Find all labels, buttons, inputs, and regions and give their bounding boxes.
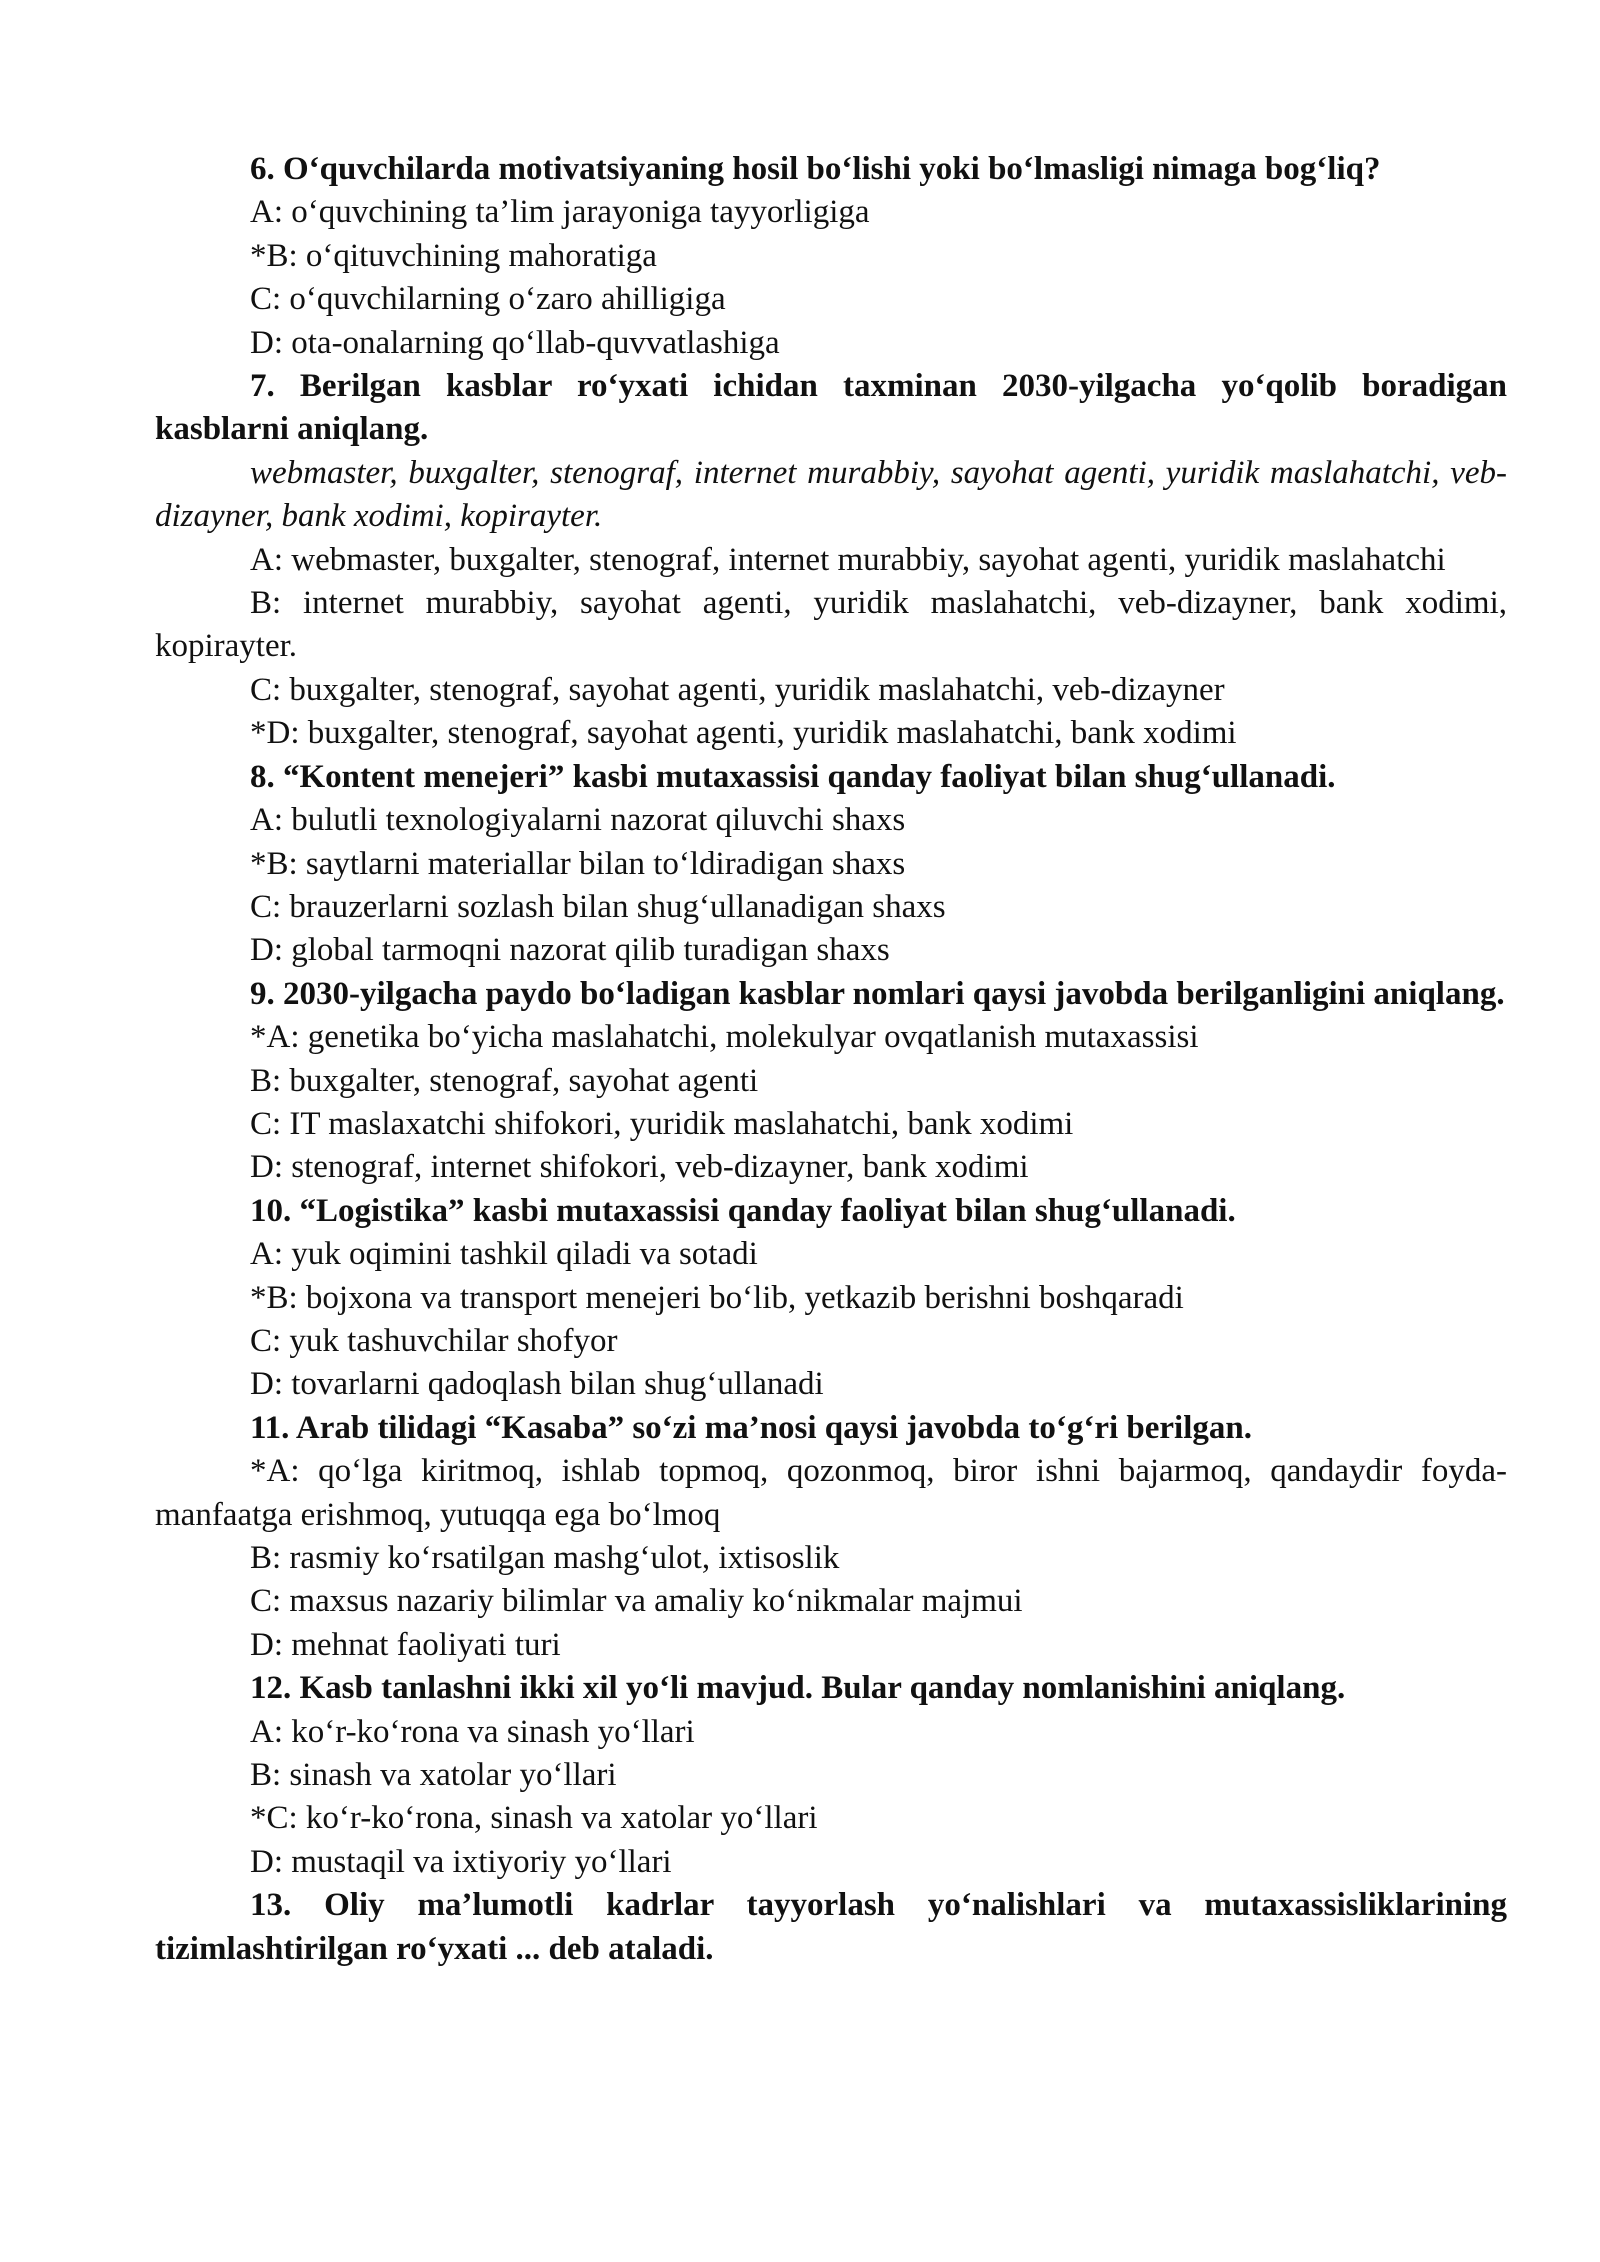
question-8-option-b: *B: saytlarni materiallar bilan to‘ldiradigan shaxs (250, 845, 906, 882)
question-7-profession-list: webmaster, buxgalter, stenograf, internet murabbiy, sayohat agenti, yuridik maslahatchi, veb-dizayner, bank xodimi, kopirayter. (155, 454, 1507, 535)
question-10-option-b: *B: bojxona va transport menejeri bo‘lib, yetkazib berishni boshqaradi (250, 1279, 1184, 1316)
question-8-option-c: C: brauzerlarni sozlash bilan shug‘ullanadigan shaxs (250, 888, 946, 925)
question-7-option-a: A: webmaster, buxgalter, stenograf, internet murabbiy, sayohat agenti, yuridik maslahatchi (250, 541, 1446, 578)
question-9-option-d: D: stenograf, internet shifokori, veb-dizayner, bank xodimi (250, 1149, 1029, 1186)
question-7-option-c: C: buxgalter, stenograf, sayohat agenti, yuridik maslahatchi, veb-dizayner (250, 671, 1225, 708)
question-7-option-d: *D: buxgalter, stenograf, sayohat agenti, yuridik maslahatchi, bank xodimi (250, 715, 1237, 752)
question-8: 8. “Kontent menejeri” kasbi mutaxassisi qanday faoliyat bilan shug‘ullanadi. (250, 758, 1336, 795)
question-12-option-b: B: sinash va xatolar yo‘llari (250, 1757, 617, 1794)
question-12: 12. Kasb tanlashni ikki xil yo‘li mavjud. Bular qanday nomlanishini aniqlang. (250, 1670, 1346, 1707)
question-6: 6. O‘quvchilarda motivatsiyaning hosil bo‘lishi yoki bo‘lmasligi nimaga bog‘liq? (250, 151, 1381, 187)
question-11-option-d: D: mehnat faoliyati turi (250, 1626, 561, 1663)
question-11-option-a: *A: qo‘lga kiritmoq, ishlab topmoq, qozonmoq, biror ishni bajarmoq, qandaydir foyda-manfaatga erishmoq, yutuqqa ega bo‘lmoq (155, 1453, 1507, 1533)
question-10-option-c: C: yuk tashuvchilar shofyor (250, 1322, 618, 1359)
document-page (155, 148, 1507, 1971)
question-12-option-a: A: ko‘r-ko‘rona va sinash yo‘llari (250, 1713, 695, 1750)
question-8-option-a: A: bulutli texnologiyalarni nazorat qiluvchi shaxs (250, 802, 906, 839)
question-12-option-c: *C: ko‘r-ko‘rona, sinash va xatolar yo‘llari (250, 1800, 818, 1837)
question-11-option-c: C: maxsus nazariy bilimlar va amaliy ko‘nikmalar majmui (250, 1583, 1023, 1620)
question-9: 9. 2030-yilgacha paydo bo‘ladigan kasblar nomlari qaysi javobda berilganligini aniqlang. (250, 975, 1505, 1012)
question-11: 11. Arab tilidagi “Kasaba” so‘zi ma’nosi qaysi javobda to‘g‘ri berilgan. (250, 1409, 1252, 1446)
question-10: 10. “Logistika” kasbi mutaxassisi qanday faoliyat bilan shug‘ullanadi. (250, 1192, 1236, 1229)
question-6-option-b: *B: o‘qituvchining mahoratiga (250, 237, 657, 274)
question-13: 13. Oliy ma’lumotli kadrlar tayyorlash yo‘nalishlari va mutaxassisliklarining tizimlashtirilgan ro‘yxati ... deb ataladi. (155, 1887, 1507, 1967)
question-7: 7. Berilgan kasblar ro‘yxati ichidan taxminan 2030-yilgacha yo‘qolib boradigan kasblarni aniqlang. (155, 368, 1507, 448)
question-6-option-c: C: o‘quvchilarning o‘zaro ahilligiga (250, 281, 726, 318)
question-10-option-d: D: tovarlarni qadoqlash bilan shug‘ullanadi (250, 1366, 824, 1403)
question-8-option-d: D: global tarmoqni nazorat qilib turadigan shaxs (250, 932, 890, 969)
question-9-option-a: *A: genetika bo‘yicha maslahatchi, molekulyar ovqatlanish mutaxassisi (250, 1019, 1199, 1056)
question-6-option-d: D: ota-onalarning qo‘llab-quvvatlashiga (250, 324, 780, 361)
question-11-option-b: B: rasmiy ko‘rsatilgan mashg‘ulot, ixtisoslik (250, 1540, 840, 1576)
question-10-option-a: A: yuk oqimini tashkil qiladi va sotadi (250, 1236, 758, 1273)
question-9-option-c: C: IT maslaxatchi shifokori, yuridik maslahatchi, bank xodimi (250, 1105, 1074, 1142)
question-7-option-b: B: internet murabbiy, sayohat agenti, yuridik maslahatchi, veb-dizayner, bank xodimi, kopirayter. (155, 585, 1507, 665)
question-9-option-b: B: buxgalter, stenograf, sayohat agenti (250, 1062, 759, 1099)
question-12-option-d: D: mustaqil va ixtiyoriy yo‘llari (250, 1843, 672, 1880)
question-6-option-a: A: o‘quvchining ta’lim jarayoniga tayyorligiga (250, 194, 870, 231)
